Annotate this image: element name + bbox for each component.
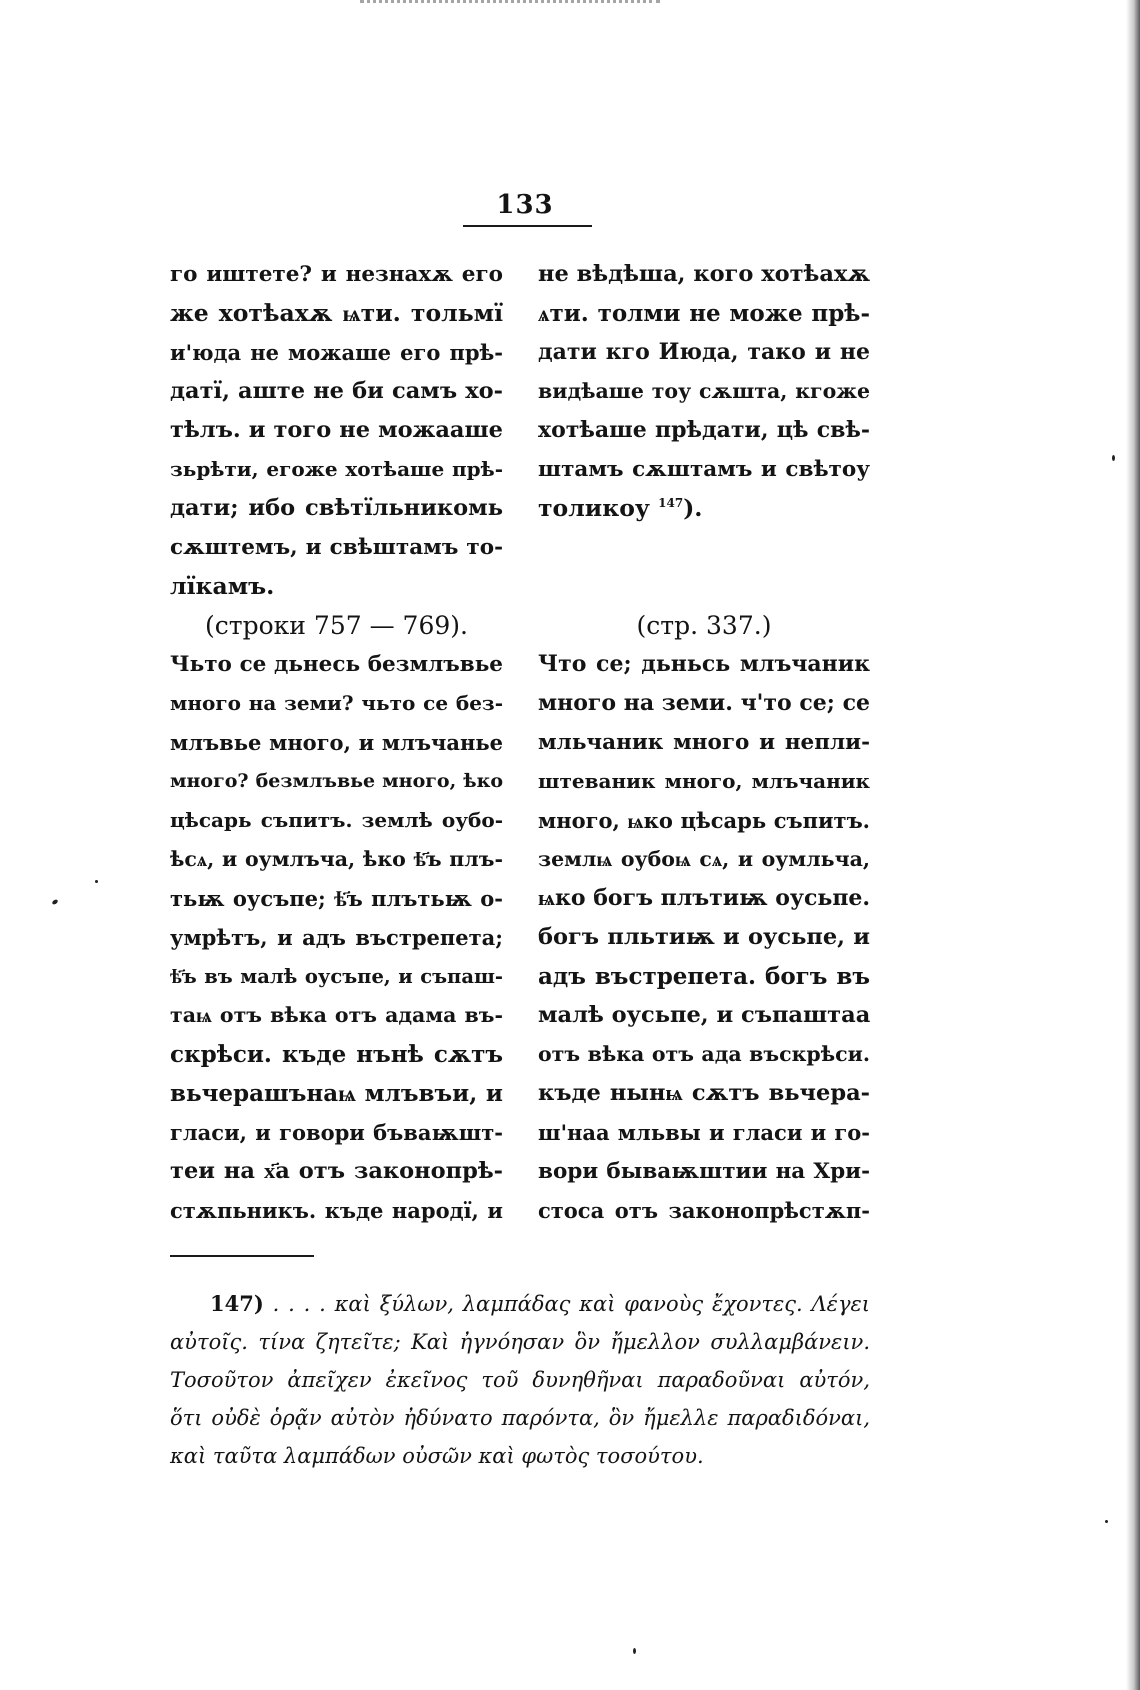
right-line: землѩ оубоѩ сѧ, и оумльча, bbox=[538, 847, 870, 871]
right-line: много, ѩко цѣсарь съпитъ. bbox=[538, 808, 870, 833]
page-number: 133 bbox=[496, 190, 554, 220]
right-line: много на земи. ч'то се; се bbox=[538, 690, 870, 716]
left-line: гласи, и говори бъваѭшт- bbox=[170, 1120, 503, 1145]
left-line: скрѣси. къде нънѣ сѫтъ bbox=[170, 1041, 503, 1068]
left-line: тѣлъ. и того не можааше bbox=[170, 417, 503, 443]
right-line: дати кго Июда, тако и не bbox=[538, 339, 870, 365]
right-line: штамъ сѫштамъ и свѣтоу bbox=[538, 457, 870, 482]
right-line: ѧти. толми не може прѣ- bbox=[538, 300, 870, 327]
footnote bbox=[170, 1285, 870, 1475]
left-line: теи на х҃а отъ законопрѣ- bbox=[170, 1158, 503, 1184]
left-line: лїкамъ. bbox=[170, 572, 275, 600]
left-column bbox=[170, 255, 503, 1230]
footnote-rule bbox=[170, 1255, 314, 1257]
right-line: стоса отъ законопрѣстѫп- bbox=[538, 1198, 870, 1223]
left-line: вьчерашънаѩ млъвъи, и bbox=[170, 1080, 503, 1107]
footnote-line: καὶ ταῦτα λαμπάδων οὐσῶν καὶ φωτὸς τοσούτου. bbox=[170, 1444, 704, 1468]
left-line: тьѭ оусъпе; ѣ҃ъ плътьѭ о- bbox=[170, 886, 503, 911]
left-line: Чьто се дьнесь безмлъвье bbox=[170, 652, 503, 677]
footnote-line: αὐτοῖς. τίνα ζητεῖτε; Καὶ ἠγνόησαν ὃν ἤμελλον συλλαμβάνειν. bbox=[170, 1330, 870, 1354]
right-line: хотѣаше прѣдати, цѣ свѣ- bbox=[538, 417, 870, 443]
left-line: умрѣтъ, и адъ въстрепета; bbox=[170, 925, 503, 950]
right-line: Что се; дьньсь млъчаник bbox=[538, 651, 870, 677]
right-line-with-note bbox=[538, 489, 870, 528]
footnote-line: Τοσοῦτον ἀπεῖχεν ἐκεῖνος τοῦ δυνηθῆναι παραδοῦναι αὐτόν, bbox=[170, 1368, 870, 1392]
footnote-line: ὅτι οὐδὲ ὁρᾷν αὐτὸν ἠδύνατο παρόντα, ὃν ἤμελλε παραδιδόναι, bbox=[170, 1406, 870, 1430]
footnote-marker: 147) bbox=[210, 1291, 264, 1316]
page-edge-shadow bbox=[1126, 0, 1140, 1690]
right-line: мльчаник много и непли- bbox=[538, 730, 870, 755]
right-line: штеваник много, млъчаник bbox=[538, 769, 870, 793]
right-line: отъ вѣка отъ ада въскрѣси. bbox=[538, 1042, 870, 1066]
right-line: ш'наа мльвы и гласи и го- bbox=[538, 1120, 870, 1145]
right-line: видѣаше тоу сѫшта, кгоже bbox=[538, 379, 870, 403]
footnote-text: . . . . καὶ ξύλων, λαμπάδας καὶ φανοὺς ἔχοντες. Λέγει bbox=[272, 1292, 870, 1316]
left-line: датї, аште не би самъ хо- bbox=[170, 378, 503, 404]
scan-speck bbox=[95, 880, 98, 883]
right-line-tail: ). bbox=[683, 494, 703, 522]
right-column bbox=[538, 255, 870, 1230]
top-edge-marks bbox=[360, 0, 660, 9]
left-line: много на земи? чьто се без- bbox=[170, 691, 503, 715]
left-line: стѫпьникъ. къде народї, и bbox=[170, 1198, 503, 1223]
left-line: ѣсѧ, и оумлъча, ѣко ѣ҃ъ плъ- bbox=[170, 847, 503, 871]
left-line: цѣсарь съпитъ. землѣ оубо- bbox=[170, 808, 503, 832]
left-line: дати; ибо свѣтїльникомь bbox=[170, 495, 503, 521]
footnote-line bbox=[170, 1285, 870, 1323]
left-line: таѩ отъ вѣка отъ адама въ- bbox=[170, 1003, 503, 1027]
left-line: сѫштемъ, и свѣштамъ то- bbox=[170, 535, 503, 560]
spacer bbox=[538, 567, 870, 606]
left-line: ѣ҃ъ въ малѣ оусъпе, и съпаш- bbox=[170, 965, 503, 988]
right-line: вори бываѭштии на Хри- bbox=[538, 1159, 870, 1184]
right-line: малѣ оусьпе, и съпаштаа bbox=[538, 1002, 871, 1028]
left-line: и'юда не можаше его прѣ- bbox=[170, 340, 503, 365]
scan-speck bbox=[51, 899, 58, 906]
scan-speck bbox=[1105, 1520, 1108, 1523]
left-line: зьрѣти, егоже хотѣаше прѣ- bbox=[170, 457, 503, 481]
left-line: го иштете? и незнахѫ его bbox=[170, 262, 503, 287]
spacer bbox=[538, 528, 870, 567]
footnote-reference: 147 bbox=[658, 496, 684, 511]
right-reference: (стр. 337.) bbox=[636, 611, 772, 640]
right-line: не вѣдѣша, кого хотѣахѫ bbox=[538, 261, 871, 287]
right-line: богъ пльтиѭ и оусьпе, и bbox=[538, 924, 870, 950]
right-line: ѩко богъ плътиѭ оусьпе. bbox=[538, 885, 871, 911]
header-rule bbox=[463, 225, 592, 227]
left-line: млъвье много, и млъчанье bbox=[170, 730, 503, 755]
scan-speck bbox=[1112, 455, 1115, 461]
scan-speck bbox=[633, 1648, 636, 1654]
left-reference: (строки 757 — 769). bbox=[205, 611, 468, 640]
left-line: много? безмлъвье много, ѣко bbox=[170, 770, 503, 792]
right-line: къде нынѩ сѫтъ вьчера- bbox=[538, 1080, 870, 1106]
left-line: же хотѣахѫ ѩти. тольмї bbox=[170, 299, 503, 327]
right-line: адъ въстрепета. богъ въ bbox=[538, 963, 870, 990]
right-line-text: толикоу bbox=[538, 494, 650, 522]
